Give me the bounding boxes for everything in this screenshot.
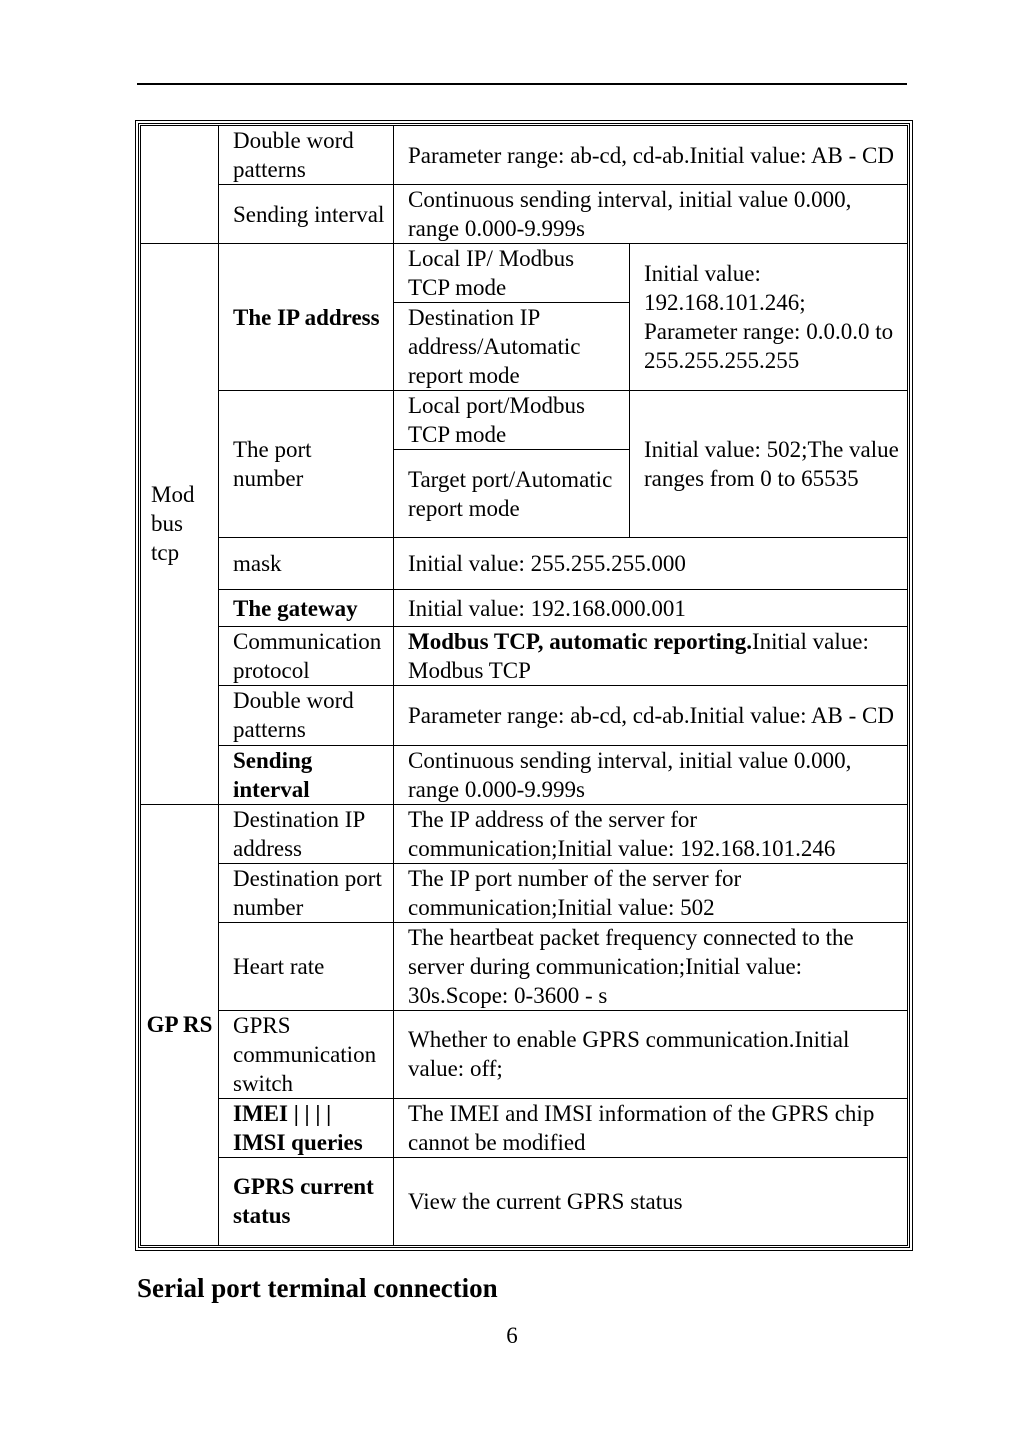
group-label-bold: GP RS — [146, 1012, 213, 1038]
table-row — [141, 863, 908, 922]
param-name — [219, 244, 394, 391]
param-desc: Initial value: 255.255.255.000 — [394, 538, 908, 590]
table-row — [141, 391, 908, 450]
param-name: Double word patterns — [219, 686, 394, 745]
param-desc: The heartbeat packet frequency connected to the server during communication;Initial value: 30s.Scope: 0-3600 - s — [394, 922, 908, 1010]
table-row — [141, 590, 908, 627]
param-desc: The IP address of the server for communication;Initial value: 192.168.101.246 — [394, 804, 908, 863]
param-desc: The IMEI and IMSI information of the GPRS chip cannot be modified — [394, 1098, 908, 1157]
group-label-modbus-tcp: Mod bus tcp — [141, 244, 219, 804]
param-name — [219, 590, 394, 627]
param-desc: Parameter range: ab-cd, cd-ab.Initial value: AB - CD — [394, 126, 908, 185]
param-subname: Target port/Automatic report mode — [394, 450, 630, 538]
group-cell-continued — [141, 126, 219, 244]
parameter-table-frame — [135, 120, 913, 1251]
param-name-bold: Sending interval — [233, 747, 313, 802]
param-name-bold: The IP address — [233, 304, 380, 330]
param-subname: Local port/Modbus TCP mode — [394, 391, 630, 450]
param-desc: Initial value: 192.168.101.246; Parameter range: 0.0.0.0 to 255.255.255.255 — [630, 244, 908, 391]
param-name: mask — [219, 538, 394, 590]
param-name-bold: The gateway — [233, 595, 358, 621]
param-desc: Whether to enable GPRS communication.Initial value: off; — [394, 1010, 908, 1098]
table-row — [141, 126, 908, 185]
header-rule — [137, 83, 907, 85]
param-subname: Destination IP address/Automatic report mode — [394, 303, 630, 391]
param-subname: Local IP/ Modbus TCP mode — [394, 244, 630, 303]
param-name: Destination port number — [219, 863, 394, 922]
table-row — [141, 686, 908, 745]
table-row — [141, 804, 908, 863]
param-desc: Continuous sending interval, initial value 0.000, range 0.000-9.999s — [394, 745, 908, 804]
param-name: Communication protocol — [219, 627, 394, 686]
table-row — [141, 745, 908, 804]
param-desc-text: Initial value: Modbus TCP — [408, 629, 869, 684]
param-name — [219, 1098, 394, 1157]
param-desc: Parameter range: ab-cd, cd-ab.Initial value: AB - CD — [394, 686, 908, 745]
param-name: Heart rate — [219, 922, 394, 1010]
param-desc: Continuous sending interval, initial value 0.000, range 0.000-9.999s — [394, 185, 908, 244]
param-desc: View the current GPRS status — [394, 1157, 908, 1245]
table-row — [141, 627, 908, 686]
param-name: Double word patterns — [219, 126, 394, 185]
table-row — [141, 1157, 908, 1245]
param-desc: Initial value: 192.168.000.001 — [394, 590, 908, 627]
table-row — [141, 538, 908, 590]
table-row — [141, 1098, 908, 1157]
param-desc-bold: Modbus TCP, automatic reporting. — [408, 629, 752, 655]
parameter-table — [140, 125, 908, 1246]
param-desc: Initial value: 502;The value ranges from 0 to 65535 — [630, 391, 908, 538]
table-row — [141, 185, 908, 244]
param-name — [219, 745, 394, 804]
param-name-bold: GPRS current status — [233, 1174, 374, 1229]
param-name: GPRS communication switch — [219, 1010, 394, 1098]
group-label-gprs — [141, 804, 219, 1245]
page-number: 6 — [506, 1323, 518, 1348]
param-name: Destination IP address — [219, 804, 394, 863]
table-row — [141, 922, 908, 1010]
section-heading: Serial port terminal connection — [137, 1273, 498, 1303]
param-name: Sending interval — [219, 185, 394, 244]
table-row — [141, 244, 908, 303]
param-desc — [394, 627, 908, 686]
param-name: The port number — [219, 391, 394, 538]
table-row — [141, 1010, 908, 1098]
param-name — [219, 1157, 394, 1245]
param-name-bold: IMEI | | | | IMSI queries — [233, 1100, 363, 1155]
param-desc: The IP port number of the server for communication;Initial value: 502 — [394, 863, 908, 922]
